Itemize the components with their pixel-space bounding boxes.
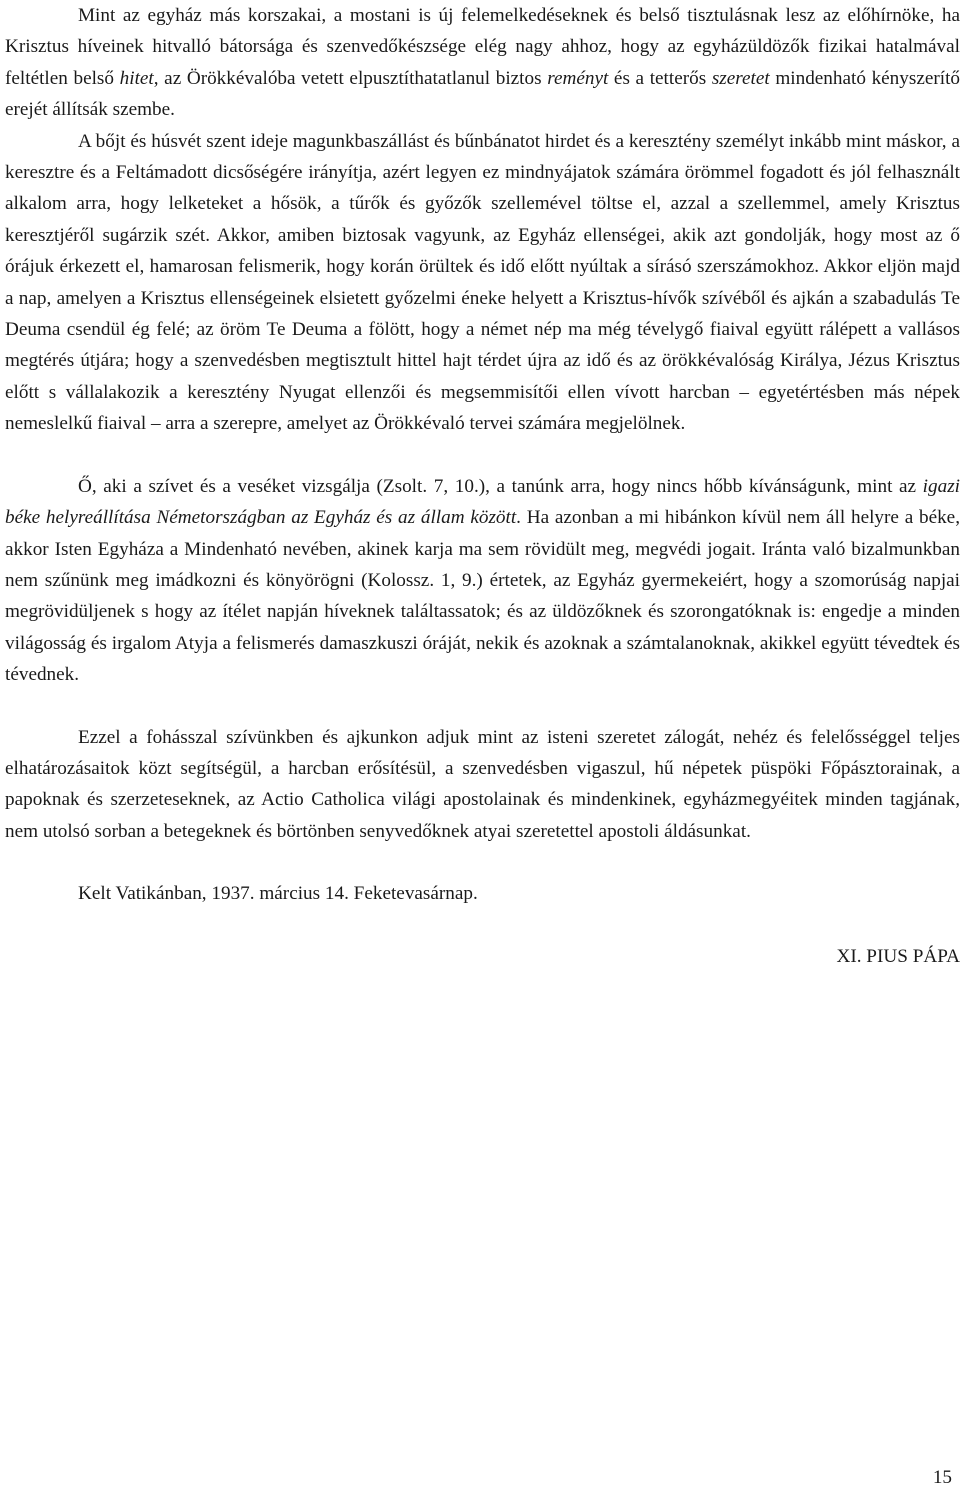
text-segment: mindenható kényszerítő erejét állítsák szembe. [5, 67, 960, 121]
emphasized-text: hitet [119, 67, 154, 89]
paragraph-1 [5, 0, 960, 126]
text-segment: Ő, aki a szívet és a veséket vizsgálja (Zsolt. 7, 10.), a tanúnk arra, hogy nincs hőbb kívánságunk, mint az [78, 475, 923, 497]
dateline: Kelt Vatikánban, 1937. március 14. Feketevasárnap. [78, 883, 478, 905]
text-segment: A bőjt és húsvét szent ideje magunkbaszállást és bűnbánatot hirdet és a keresztény személyt inkább mint máskor, a keresztre és a Feltámadott dicsőségére irányítja, azért legyen ez mindnyájatok számára örömmel fogadott és jól felhasznált alkalom arra, hogy lelketeket a hősök, a tűrők és győzők szellemével töltse el, azzal a szellemmel, amely Krisztus keresztjéről sugárzik szét. Akkor, amiben biztosak vagyunk, az Egyház ellenségei, akik azt gondolják, hogy most az ő órájuk érkezett el, hamarosan felismerik, hogy korán örültek és idő előtt nyúltak a sírásó szerszámokhoz. Akkor eljön majd a nap, amelyen a Krisztus ellenségeinek elsietett győzelmi éneke helyett a Krisztus-hívők szívéből és ajkán a szabadulás Te Deuma csendül ég felé; az öröm Te Deuma a fölött, hogy a német nép ma még tévelygő fiaival együtt rálépett a vallásos megtérés útjára; hogy a szenvedésben megtisztult hittel hajt térdet újra az idő és az örökkévalóság Királya, Jézus Krisztus előtt s vállalakozik a keresztény Nyugat ellenzői és megsemmisítői ellen vívott harcban – egyetértésben más népek nemeslelkű fiaival – arra a szerepre, amelyet az Örökkévaló tervei számára megjelölnek. [5, 130, 960, 435]
paragraph-2 [5, 126, 960, 440]
page-number: 15 [932, 1467, 952, 1488]
text-segment: , az Örökkévalóba vetett elpusztíthatatlanul biztos [153, 67, 548, 89]
emphasized-text: reményt [547, 67, 609, 89]
text-segment: . Ha azonban a mi hibánkon kívül nem áll helyre a béke, akkor Isten Egyháza a Mindenható nevében, akinek karja ma sem rövidült meg, megvédi jogait. Iránta való bizalmunkban nem szűnünk meg imádkozni és könyörögni (Kolossz. 1, 9.) értetek, az Egyház gyermekeiért, hogy a szomorúság napjai megrövidüljenek s hogy az ítélet napján híveknek találtassatok; és az üldözőknek és szorongatóknak is: engedje a minden világosság és irgalom Atyja a felismerés damaszkuszi óráját, nekik és azoknak a számtalanoknak, akikkel együtt tévedtek és tévednek. [5, 507, 960, 686]
text-segment: Ezzel a fohásszal szívünkben és ajkunkon adjuk mint az isteni szeretet zálogát, nehéz és felelősséggel teljes elhatározásaitok közt segítségül, a harcban erősítésül, a szenvedésben vigaszul, hű népetek püspöki Főpásztorainak, a papoknak és szerzeteseknek, az Actio Catholica világi apostolainak és mindenkinek, egyházmegyéitek minden tagjának, nem utolsó sorban a betegeknek és börtönben senyvedőknek atyai szeretettel apostoli áldásunkat. [5, 726, 960, 842]
paragraph-3 [5, 471, 960, 691]
text-segment: Mint az egyház más korszakai, a mostani is új felemelkedéseknek és belső tisztulásnak lesz az előhírnöke, ha Krisztus híveinek hitvalló bátorsága és szenvedőkészsége elég nagy ahhoz, hogy az egyházüldözők fizikai hatalmával feltétlen belső [5, 5, 960, 89]
emphasized-text: igazi béke helyreállítása Németországban az Egyház és az állam között [5, 475, 960, 529]
paragraph-4 [5, 722, 960, 848]
document-page [5, 0, 960, 972]
emphasized-text: szeretet [711, 67, 770, 89]
signature: XI. PIUS PÁPA [836, 945, 960, 967]
text-segment: és a tetterős [608, 67, 712, 89]
